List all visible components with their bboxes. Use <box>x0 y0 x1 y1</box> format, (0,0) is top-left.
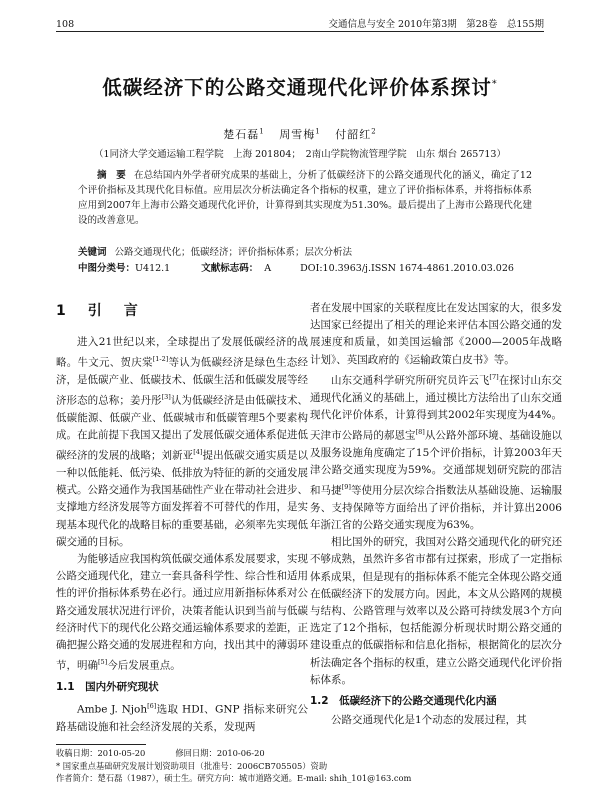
paper-title <box>40 72 560 100</box>
citation: [4] <box>193 448 203 457</box>
classification-line <box>78 262 532 276</box>
footnote-fund: * 国家重点基础研究发展计划资助项目（批准号：2006CB705505）资助 <box>56 760 328 771</box>
page-number: 108 <box>56 19 75 30</box>
revised-date: 修回日期：2010-06-20 <box>175 748 265 758</box>
author-name: 楚石磊$^1$ <box>223 127 265 141</box>
journal-issue: 2010年第3期 第28卷 总155期 <box>398 19 544 30</box>
doi: DOI:10.3963/j.ISSN 1674-4861.2010.03.026 <box>300 263 514 274</box>
footnote-rule <box>56 744 146 745</box>
paragraph: 相比国外的研究，我国对公路交通现代化的研究还不够成熟，虽然许多省市都有过探索，形成了一定指标体系成果，但是现有的指标体系不能完全体现公路交通在低碳经济下的发展方向。因此，本文从公路网的规模与结构、公路管理与效率以及公路可持续发展3个方向选定了12个指标，包括能源分析现状时期公路交通的建设重点的低碳指标和信息化指标，根据简化的层次分析法确定各个指标的权重，建立公路交通现代化评价指标体系。 <box>310 536 562 686</box>
footnotes <box>56 747 546 785</box>
citation: [1-2] <box>152 355 169 364</box>
abstract-text: 在总结国内外学者研究成果的基础上，分析了低碳经济下的公路交通现代化的涵义，确定了12个评价指标及其现代化目标值。应用层次分析法确定各个指标的权重，建立了评价指标体系，并将指标体系应用到2007年上海市公路交通现代化评价，计算得到其实现度为51.30%。最后提出了上海市公路现代化建设的改善意见。 <box>78 170 532 226</box>
footnote-dates <box>56 747 546 760</box>
citation: [8] <box>415 427 425 436</box>
title-footnote-mark: * <box>491 78 498 90</box>
citation: [9] <box>341 483 351 492</box>
subsection-heading: 1.2 低碳经济下的公路交通现代化内涵 <box>310 694 497 707</box>
running-header <box>56 12 544 30</box>
abstract <box>78 168 532 228</box>
subsection-heading: 1.1 国内外研究现状 <box>56 680 159 693</box>
affiliations: （1同济大学交通运输工程学院 上海 201804； 2南山学院物流管理学院 山东 烟台 265713） <box>94 149 506 160</box>
keywords-label: 关键词 <box>78 247 107 258</box>
clc-label: 中图分类号： <box>78 263 136 274</box>
journal-name: 交通信息与安全 <box>328 19 396 30</box>
paragraph: 山东交通科学研究所研究员许云飞[7]在探讨山东交通现代化涵义的基础上，通过模比方法给出了山东交通现代化评价体系，计算得到其2002年实现度为44%。天津市公路局的郝恩宝[8]从公路外部环境、基础设施以及服务设施角度确定了15个评价指标，计算2003年天津公路交通实现度为59%。交通部规划研究院的邵洁和马捷[9]等使用分层次综合指数法从基础设施、运输服务、支持保障等方面给出了评价指标，并计算出2006年浙江省的公路交通实现度为63%。 <box>310 372 563 531</box>
author-name: 付韶红$^2$ <box>335 127 377 141</box>
paragraph: 公路交通现代化是1个动态的发展过程，其 <box>331 713 527 726</box>
keywords <box>78 246 532 260</box>
left-column <box>56 334 308 736</box>
title-text: 低碳经济下的公路交通现代化评价体系探讨 <box>102 76 492 99</box>
section-heading: 1 引 言 <box>56 303 142 319</box>
clc-value: U412.1 <box>135 263 171 274</box>
abstract-label: 摘 要 <box>97 170 126 181</box>
right-column <box>310 300 562 729</box>
paragraph: 进入21世纪以来，全球提出了发展低碳经济的战略。牛文元、贺庆棠[1-2]等认为低碳经济是绿色生态经济，是低碳产业、低碳技术、低碳生活和低碳发展等经济形态的总称；姜丹彤[3]认为低碳经济是由低碳技术、低碳能源、低碳产业、低碳城市和低碳管理5个要素构成。在此前提下我国又提出了发展低碳交通体系促进低碳经济的发展的战略；刘新亚[4]提出低碳交通实质是以一种以低能耗、低污染、低排放为特征的新的交通发展模式。公路交通作为我国基础性产业在带动社会进步、支撑地方经济发展等方面发挥着不可替代的作用，是实现基本现代化的战略目标的重要基础，必须率先实现低碳交通的目标。 <box>56 336 309 548</box>
footnote-author: 作者简介：楚石磊（1987），硕士生。研究方向：城市道路交通。E-mail: shih_101@163.com <box>56 773 412 783</box>
doc-code-label: 文献标志码： <box>201 263 259 274</box>
citation: [3] <box>161 393 171 402</box>
journal-info <box>329 16 545 30</box>
paragraph: Ambe J. Njoh[6]选取 HDI、GNP 指标来研究公路基础设施和社会经济发展的关系，发现两 <box>56 701 308 733</box>
paragraph: 者在发展中国家的关联程度比在发达国家的大，很多发达国家已经提出了相关的理论来评估本国公路交通的发展速度和质量，如美国运输部《2000—2005年战略计划》、英国政府的《运输政策白皮书》等。 <box>310 302 562 366</box>
citation: [7] <box>489 372 499 381</box>
header-rule <box>56 31 544 32</box>
received-date: 收稿日期：2010-05-20 <box>56 748 146 758</box>
author-list <box>0 126 600 142</box>
author-name: 周雪梅$^1$ <box>279 127 321 141</box>
paragraph: 为能够适应我国构筑低碳交通体系发展要求，实现公路交通现代化，建立一套具备科学性、综合性和适用性的评价指标体系势在必行。通过应用新指标体系对公路交通发展状况进行评价，决策者能认识到当前与低碳经济时代下的现代化公路交通运输体系要求的差距，正确把握公路交通的发展进程和方向，找出其中的薄弱环节，明确[5]今后发展重点。 <box>56 552 308 672</box>
citation: [6] <box>147 701 157 710</box>
keywords-text: 公路交通现代化；低碳经济；评价指标体系；层次分析法 <box>114 247 353 258</box>
doc-code-value: A <box>264 263 272 274</box>
citation: [5] <box>98 658 108 667</box>
